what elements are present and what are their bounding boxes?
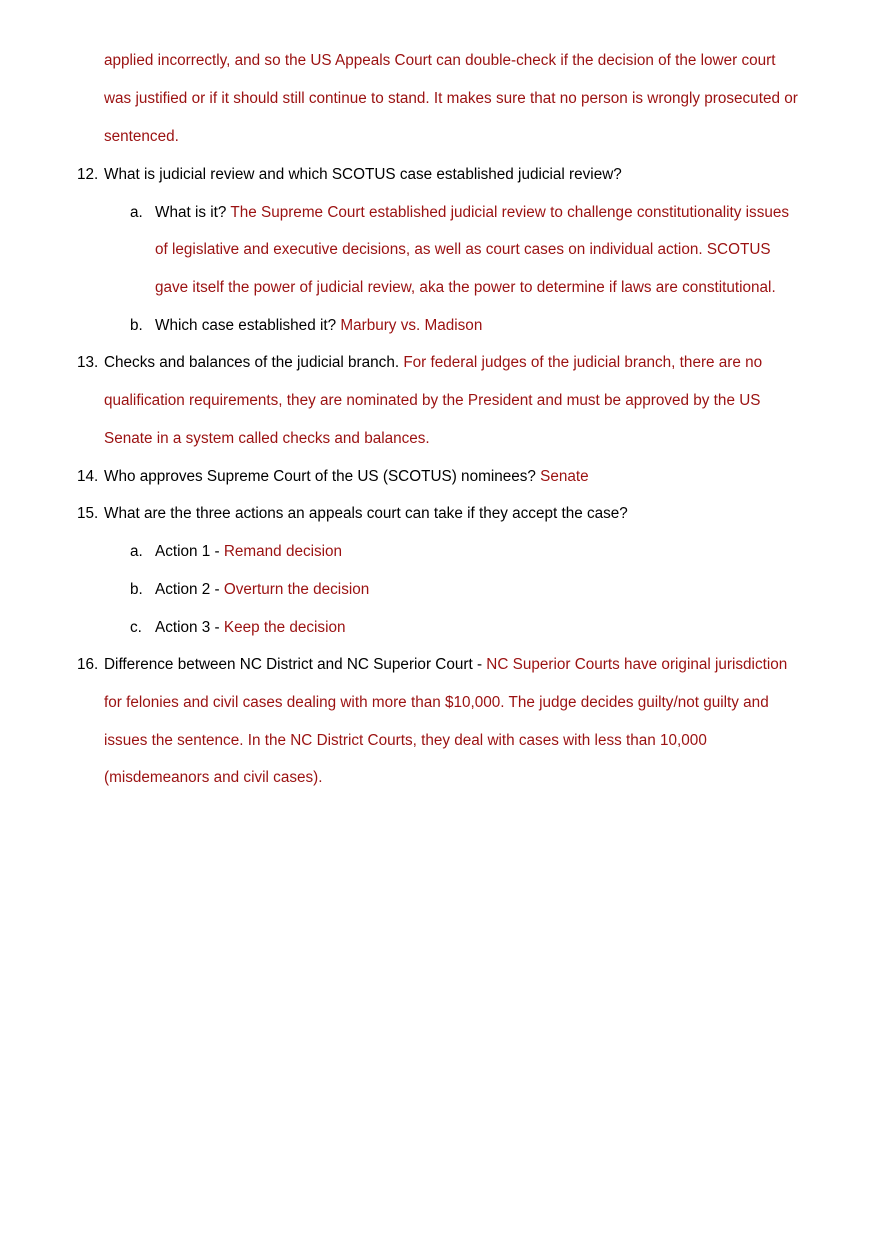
q16-question: Difference between NC District and NC Superior Court -	[104, 656, 483, 673]
q16-line-1	[104, 655, 787, 675]
q16-answer-line-1: NC Superior Courts have original jurisdiction	[486, 656, 788, 673]
q13-answer-line-1: For federal judges of the judicial branch, there are no	[403, 354, 763, 371]
q15-item-label: Action 2 -	[155, 581, 220, 598]
q15-item-marker: c.	[130, 619, 142, 636]
q15-item-marker: a.	[130, 543, 143, 560]
q13-line-1	[104, 353, 762, 373]
q14-number: 14.	[77, 468, 99, 485]
q14-question: Who approves Supreme Court of the US (SCOTUS) nominees?	[104, 468, 536, 485]
q15-item	[155, 580, 369, 600]
q13-question: Checks and balances of the judicial branch.	[104, 354, 400, 371]
continuation-answer-line-1: applied incorrectly, and so the US Appeals Court can double-check if the decision of the lower court	[104, 52, 776, 69]
q12-question: What is judicial review and which SCOTUS case established judicial review?	[104, 166, 622, 183]
q15-item-answer: Keep the decision	[223, 619, 346, 636]
q14-line	[104, 467, 589, 487]
q14-answer: Senate	[540, 468, 589, 485]
q12-b-answer: Marbury vs. Madison	[340, 317, 483, 334]
q15-item-label: Action 3 -	[155, 619, 220, 636]
q12-a-answer-line-3: gave itself the power of judicial review, aka the power to determine if laws are constitutional.	[155, 279, 776, 296]
q13-answer-line-2: qualification requirements, they are nominated by the President and must be approved by the US	[104, 392, 761, 409]
q12-number: 12.	[77, 166, 99, 183]
q13-number: 13.	[77, 354, 99, 371]
q15-item	[155, 542, 342, 562]
continuation-answer-line-3: sentenced.	[104, 128, 179, 145]
q15-item-answer: Remand decision	[223, 543, 343, 560]
continuation-answer-line-2: was justified or if it should still continue to stand. It makes sure that no person is wrongly prosecuted or	[104, 90, 798, 107]
q12-a-line-1	[155, 203, 789, 223]
q16-answer-line-4: (misdemeanors and civil cases).	[104, 769, 323, 786]
q16-answer-line-2: for felonies and civil cases dealing with more than $10,000. The judge decides guilty/not guilty and	[104, 694, 769, 711]
q12-b-marker: b.	[130, 317, 143, 334]
q12-a-marker: a.	[130, 204, 143, 221]
q12-a-answer-line-2: of legislative and executive decisions, as well as court cases on individual action. SCOTUS	[155, 241, 771, 258]
q16-answer-line-3: issues the sentence. In the NC District Courts, they deal with cases with less than 10,000	[104, 732, 707, 749]
q12-a-answer-line-1: The Supreme Court established judicial review to challenge constitutionality issues	[230, 204, 790, 221]
q16-number: 16.	[77, 656, 99, 673]
q12-b-prompt: Which case established it?	[155, 317, 337, 334]
q12-b-line	[155, 316, 482, 336]
q13-answer-line-3: Senate in a system called checks and balances.	[104, 430, 430, 447]
q15-number: 15.	[77, 505, 99, 522]
q15-item-label: Action 1 -	[155, 543, 220, 560]
q12-a-prompt: What is it?	[155, 204, 227, 221]
q15-item	[155, 618, 346, 638]
q15-item-answer: Overturn the decision	[223, 581, 370, 598]
q15-question: What are the three actions an appeals court can take if they accept the case?	[104, 505, 628, 522]
q15-item-marker: b.	[130, 581, 143, 598]
